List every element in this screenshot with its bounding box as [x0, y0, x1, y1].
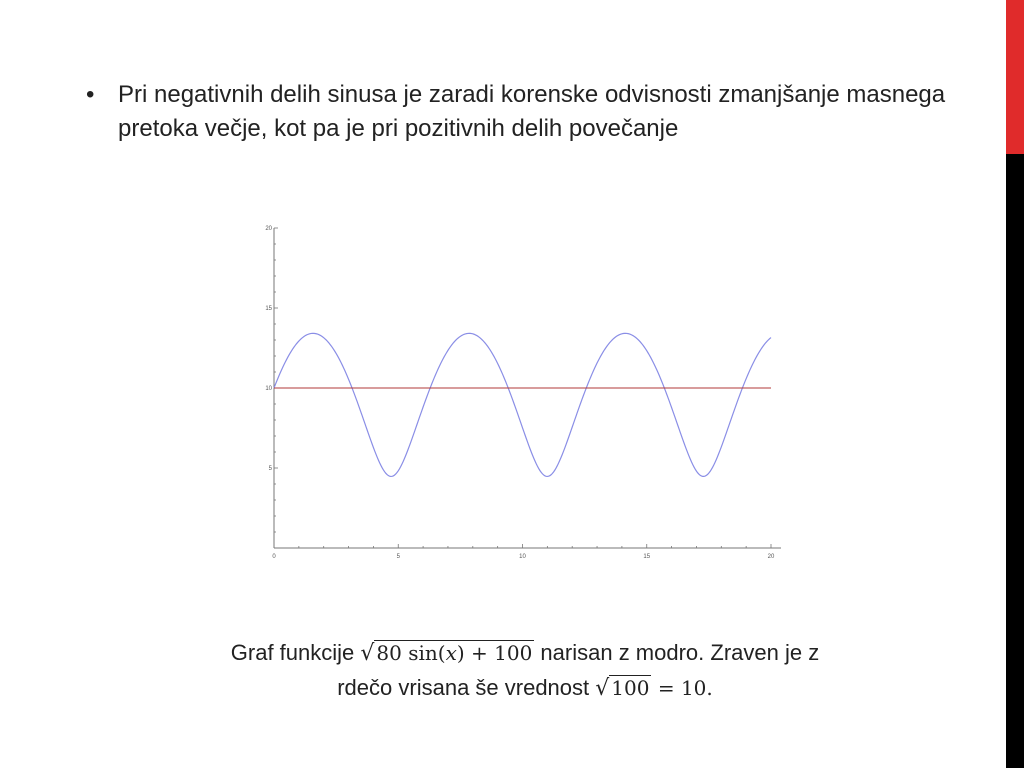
- formula-radicand-1: 80 sin(𝑥) + 100: [376, 641, 533, 665]
- series-line-sqrt-function: [274, 333, 771, 476]
- formula-radicand-2: 100: [611, 676, 650, 700]
- caption-line-1: [150, 636, 900, 671]
- x-tick-label: 0: [272, 554, 276, 560]
- plot-series: [274, 333, 771, 476]
- x-tick-label: 5: [396, 554, 400, 560]
- y-tick-label: 20: [265, 226, 272, 232]
- caption-text-3: rdečo vrisana še vrednost: [337, 675, 596, 700]
- formula-result: = 10.: [651, 676, 713, 700]
- bullet-point: [86, 78, 966, 146]
- accent-bar-red: [1006, 0, 1024, 154]
- caption-text-2: narisan z modro. Zraven je z: [534, 640, 820, 665]
- caption-text-1: Graf funkcije: [230, 640, 361, 665]
- sqrt-formula-2: √ 100: [595, 676, 650, 701]
- x-tick-label: 10: [519, 554, 526, 560]
- caption-line-2: [150, 671, 900, 706]
- function-plot: [258, 222, 788, 562]
- figure-caption: [150, 636, 900, 706]
- y-tick-label: 15: [265, 306, 272, 312]
- x-tick-label: 20: [767, 554, 775, 560]
- plot-tick-labels: [265, 226, 775, 560]
- bullet-marker: •: [86, 81, 95, 108]
- sqrt-formula-1: √ 80 sin(𝑥) + 100: [360, 641, 533, 666]
- accent-bar-black: [1006, 154, 1024, 768]
- y-tick-label: 5: [268, 466, 272, 472]
- x-tick-label: 15: [643, 554, 651, 560]
- bullet-text: Pri negativnih delih sinusa je zaradi korenske odvisnosti zmanjšanje masnega pretoka večje, kot pa je pri pozitivnih delih povečanje: [118, 81, 946, 142]
- y-tick-label: 10: [265, 386, 272, 392]
